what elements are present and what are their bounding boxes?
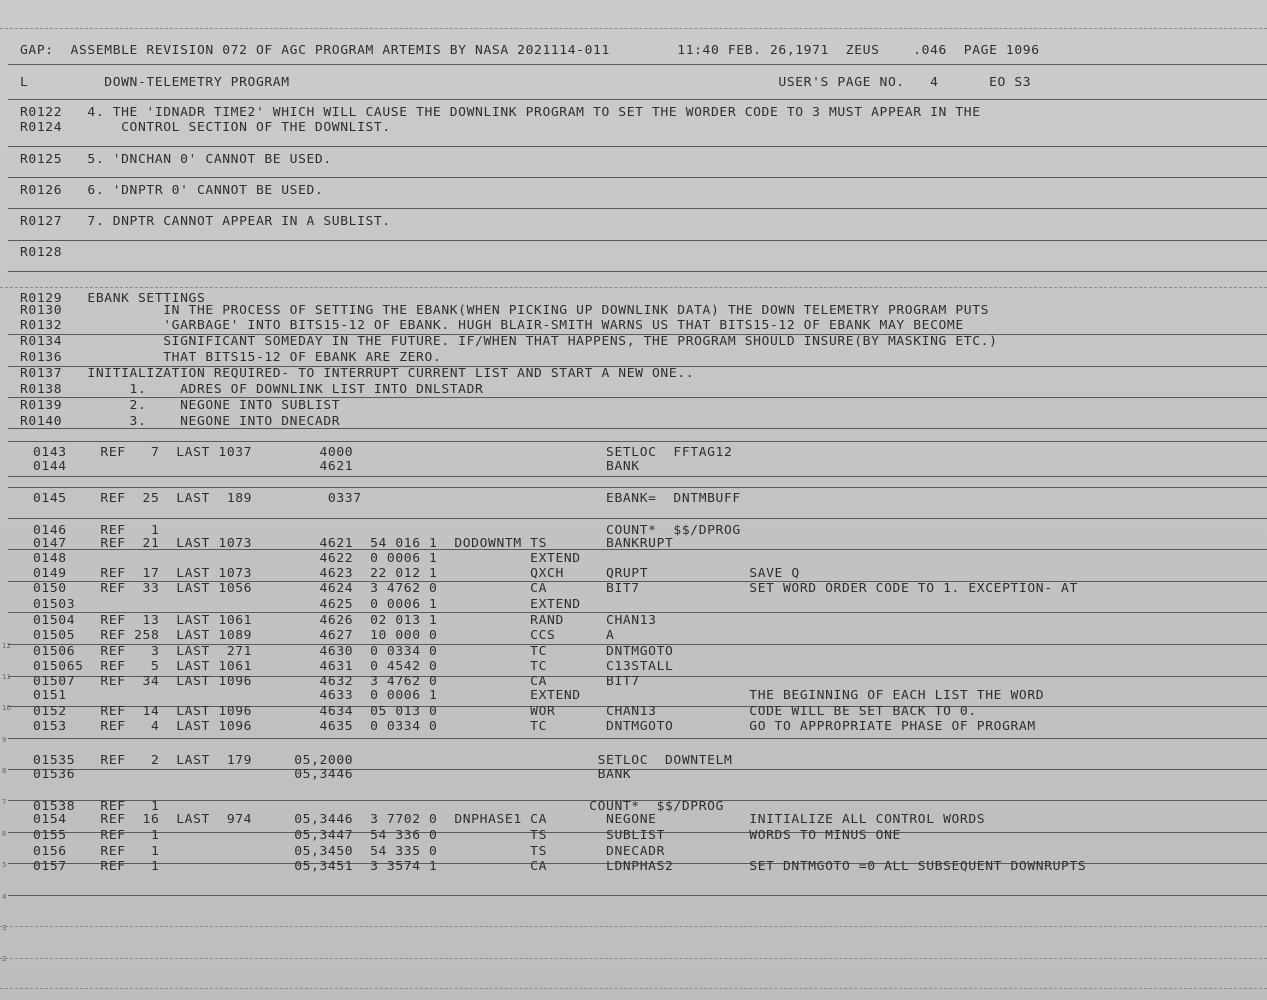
- rule: [8, 518, 1267, 519]
- listing-line: 015065 REF 5 LAST 1061 4631 0 4542 0 TC C13STALL: [33, 660, 674, 674]
- margin-tick: 12: [2, 642, 11, 650]
- listing-line: 0154 REF 16 LAST 974 05,3446 3 7702 0 DNPHASE1 CA NEGONE INITIALIZE ALL CONTROL WORDS: [33, 813, 986, 827]
- listing-line: 0152 REF 14 LAST 1096 4634 05 013 0 WOR CHAN13 CODE WILL BE SET BACK TO 0.: [33, 705, 977, 719]
- rule: [8, 99, 1267, 100]
- listing-line: 01507 REF 34 LAST 1096 4632 3 4762 0 CA BIT7: [33, 675, 640, 689]
- listing-line: R0140 3. NEGONE INTO DNECADR: [20, 415, 341, 429]
- margin-tick: 2: [2, 955, 7, 963]
- rule: [8, 271, 1267, 272]
- rule: [8, 146, 1267, 147]
- margin-tick: 4: [2, 893, 7, 901]
- listing-line: 0145 REF 25 LAST 189 0337 EBANK= DNTMBUFF: [33, 492, 741, 506]
- listing-line: R0139 2. NEGONE INTO SUBLIST: [20, 399, 341, 413]
- listing-line: 0149 REF 17 LAST 1073 4623 22 012 1 QXCH QRUPT SAVE Q: [33, 567, 800, 581]
- listing-line: 01536 05,3446 BANK: [33, 768, 632, 782]
- rule: [8, 64, 1267, 65]
- rule: [8, 895, 1267, 896]
- rule: [0, 988, 1267, 989]
- listing-line: R0138 1. ADRES OF DOWNLINK LIST INTO DNLSTADR: [20, 383, 484, 397]
- listing-line: 01504 REF 13 LAST 1061 4626 02 013 1 RAND CHAN13: [33, 614, 657, 628]
- listing-line: 0155 REF 1 05,3447 54 336 0 TS SUBLIST WORDS TO MINUS ONE: [33, 829, 901, 843]
- listing-line: R0132 'GARBAGE' INTO BITS15-12 OF EBANK. HUGH BLAIR-SMITH WARNS US THAT BITS15-12 OF EBANK MAY BECOME: [20, 319, 964, 333]
- rule: [8, 738, 1267, 739]
- margin-tick: 3: [2, 924, 7, 932]
- listing-line: 0156 REF 1 05,3450 54 335 0 TS DNECADR: [33, 845, 665, 859]
- listing-line: 0153 REF 4 LAST 1096 4635 0 0334 0 TC DNTMGOTO GO TO APPROPRIATE PHASE OF PROGRAM: [33, 720, 1036, 734]
- listing-line: 0147 REF 21 LAST 1073 4621 54 016 1 DODOWNTM TS BANKRUPT: [33, 537, 674, 551]
- listing-line: R0122 4. THE 'IDNADR TIME2' WHICH WILL CAUSE THE DOWNLINK PROGRAM TO SET THE WORDER CODE TO 3 MUST APPEAR IN THE: [20, 106, 981, 120]
- margin-tick: 5: [2, 861, 7, 869]
- listing-line: 0150 REF 33 LAST 1056 4624 3 4762 0 CA BIT7 SET WORD ORDER CODE TO 1. EXCEPTION- AT: [33, 582, 1078, 596]
- listing-line: R0126 6. 'DNPTR 0' CANNOT BE USED.: [20, 184, 324, 198]
- listing-line: 0143 REF 7 LAST 1037 4000 SETLOC FFTAG12: [33, 446, 733, 460]
- listing-line: 0148 4622 0 0006 1 EXTEND: [33, 552, 581, 566]
- margin-tick: 11: [2, 673, 11, 681]
- listing-line: R0129 EBANK SETTINGS: [20, 292, 206, 306]
- margin-tick: 8: [2, 767, 7, 775]
- rule: [8, 476, 1267, 477]
- listing-line: 01503 4625 0 0006 1 EXTEND: [33, 598, 581, 612]
- margin-tick: 10: [2, 704, 11, 712]
- listing-line: R0134 SIGNIFICANT SOMEDAY IN THE FUTURE. IF/WHEN THAT HAPPENS, THE PROGRAM SHOULD INSURE(BY MASKING ETC.): [20, 335, 998, 349]
- margin-tick: 6: [2, 830, 7, 838]
- listing-line: R0130 IN THE PROCESS OF SETTING THE EBANK(WHEN PICKING UP DOWNLINK DATA) THE DOWN TELEMETRY PROGRAM PUTS: [20, 304, 990, 318]
- rule: [8, 177, 1267, 178]
- listing-line: R0125 5. 'DNCHAN 0' CANNOT BE USED.: [20, 153, 332, 167]
- page-header: GAP: ASSEMBLE REVISION 072 OF AGC PROGRAM ARTEMIS BY NASA 2021114-011 11:40 FEB. 26,1971 ZEUS .046 PAGE 1096: [20, 44, 1040, 58]
- listing-line: R0127 7. DNPTR CANNOT APPEAR IN A SUBLIST.: [20, 215, 391, 229]
- rule: [8, 208, 1267, 209]
- listing-line: 0144 4621 BANK: [33, 460, 640, 474]
- listing-line: 01538 REF 1 COUNT* $$/DPROG: [33, 800, 724, 814]
- listing-line: R0124 CONTROL SECTION OF THE DOWNLIST.: [20, 121, 391, 135]
- margin-tick: 9: [2, 736, 7, 744]
- rule: [8, 240, 1267, 241]
- rule: [8, 612, 1267, 613]
- section-header: L DOWN-TELEMETRY PROGRAM USER'S PAGE NO. 4 EO S3: [20, 76, 1032, 90]
- listing-line: R0128: [20, 246, 63, 260]
- listing-line: R0137 INITIALIZATION REQUIRED- TO INTERRUPT CURRENT LIST AND START A NEW ONE..: [20, 367, 695, 381]
- rule: [8, 487, 1267, 488]
- rule: [8, 397, 1267, 398]
- rule: [0, 958, 1267, 959]
- listing-line: 0151 4633 0 0006 1 EXTEND THE BEGINNING OF EACH LIST THE WORD: [33, 689, 1045, 703]
- rule: [0, 926, 1267, 927]
- listing-line: 0157 REF 1 05,3451 3 3574 1 CA LDNPHAS2 SET DNTMGOTO =0 ALL SUBSEQUENT DOWNRUPTS: [33, 860, 1087, 874]
- listing-line: 01505 REF 258 LAST 1089 4627 10 000 0 CCS A: [33, 629, 615, 643]
- rule: [8, 441, 1267, 442]
- listing-line: R0136 THAT BITS15-12 OF EBANK ARE ZERO.: [20, 351, 442, 365]
- margin-tick: 7: [2, 798, 7, 806]
- listing-line: 0146 REF 1 COUNT* $$/DPROG: [33, 524, 741, 538]
- listing-line: 01535 REF 2 LAST 179 05,2000 SETLOC DOWNTELM: [33, 754, 733, 768]
- listing-line: 01506 REF 3 LAST 271 4630 0 0334 0 TC DNTMGOTO: [33, 645, 674, 659]
- rule: [0, 28, 1267, 29]
- rule: [0, 287, 1267, 288]
